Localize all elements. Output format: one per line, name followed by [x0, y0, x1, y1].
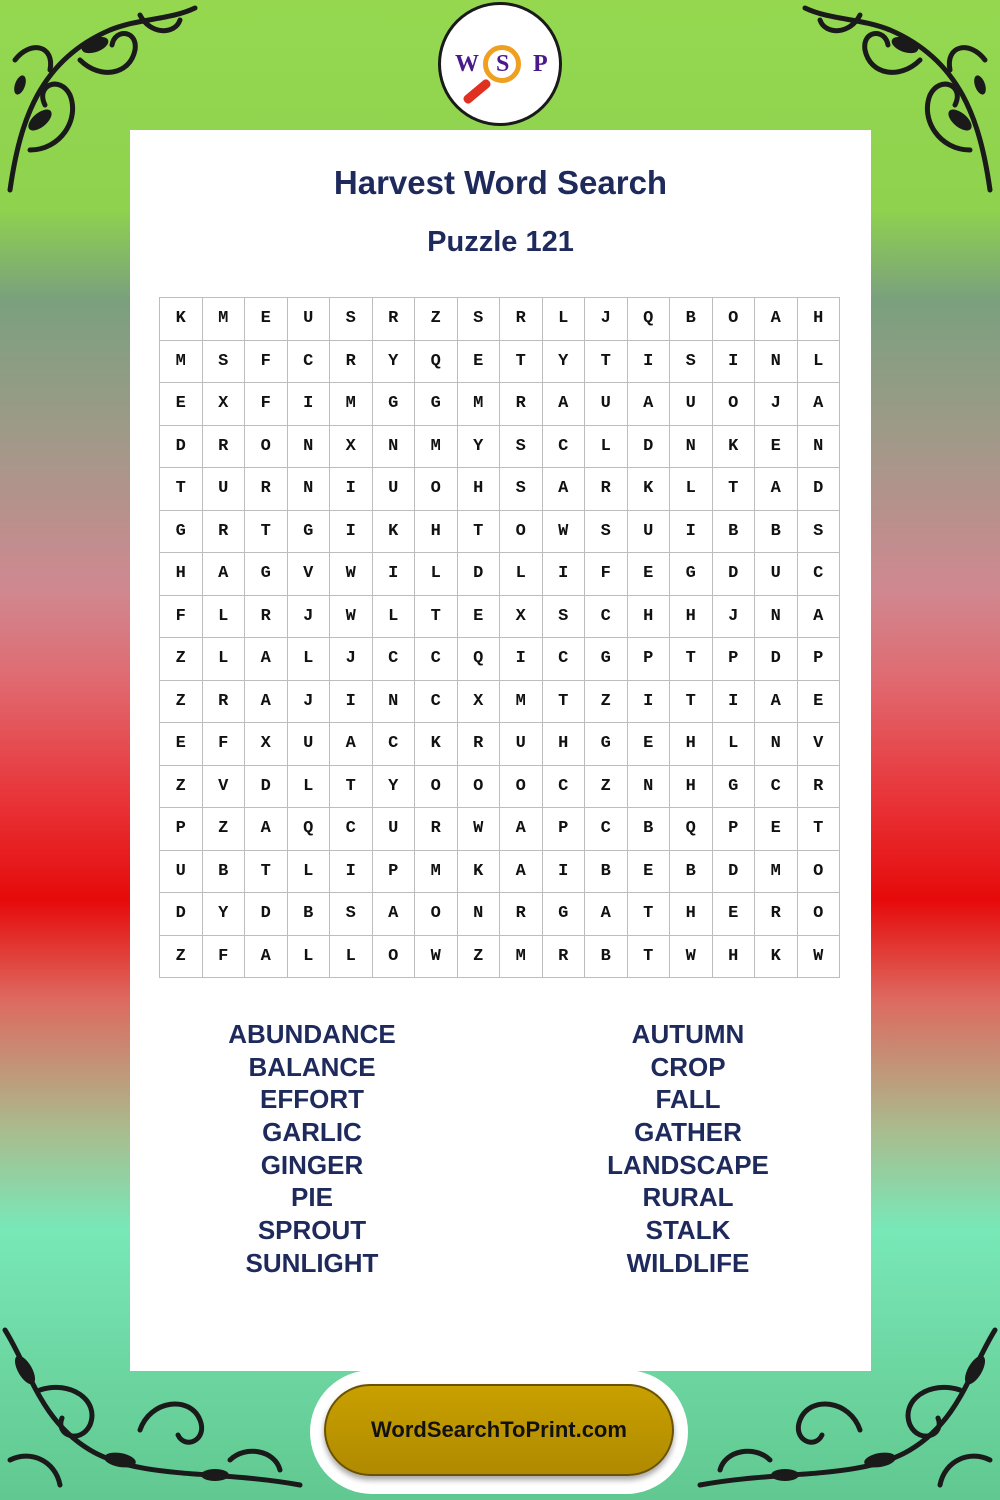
- word-list-right: [538, 1018, 838, 1280]
- grid-cell[interactable]: C: [755, 766, 798, 809]
- grid-cell[interactable]: D: [458, 553, 501, 596]
- grid-cell[interactable]: F: [245, 383, 288, 426]
- grid-cell[interactable]: W: [458, 808, 501, 851]
- grid-cell[interactable]: E: [458, 596, 501, 639]
- logo-letter-w: W: [455, 51, 479, 77]
- grid-cell[interactable]: H: [415, 511, 458, 554]
- grid-cell[interactable]: P: [628, 638, 671, 681]
- grid-cell[interactable]: A: [755, 468, 798, 511]
- grid-cell[interactable]: T: [458, 511, 501, 554]
- grid-cell[interactable]: P: [713, 638, 756, 681]
- grid-cell[interactable]: L: [203, 638, 246, 681]
- grid-cell[interactable]: S: [330, 893, 373, 936]
- grid-cell[interactable]: A: [245, 936, 288, 979]
- grid-cell[interactable]: N: [373, 426, 416, 469]
- grid-cell[interactable]: T: [585, 341, 628, 384]
- grid-cell[interactable]: B: [628, 808, 671, 851]
- grid-cell[interactable]: X: [330, 426, 373, 469]
- grid-cell[interactable]: I: [330, 851, 373, 894]
- grid-cell[interactable]: D: [160, 893, 203, 936]
- grid-cell[interactable]: H: [543, 723, 586, 766]
- grid-cell[interactable]: T: [500, 341, 543, 384]
- grid-cell[interactable]: V: [288, 553, 331, 596]
- grid-cell[interactable]: M: [330, 383, 373, 426]
- grid-cell[interactable]: B: [670, 851, 713, 894]
- puzzle-card: [130, 130, 871, 1371]
- grid-cell[interactable]: P: [798, 638, 841, 681]
- grid-cell[interactable]: A: [628, 383, 671, 426]
- grid-cell[interactable]: Y: [458, 426, 501, 469]
- grid-cell[interactable]: A: [500, 851, 543, 894]
- grid-cell[interactable]: N: [288, 468, 331, 511]
- grid-cell[interactable]: U: [628, 511, 671, 554]
- magnifier-handle: [462, 78, 492, 105]
- grid-cell[interactable]: E: [628, 553, 671, 596]
- grid-cell[interactable]: L: [288, 936, 331, 979]
- grid-cell[interactable]: O: [458, 766, 501, 809]
- grid-cell[interactable]: A: [245, 638, 288, 681]
- grid-cell[interactable]: L: [288, 766, 331, 809]
- grid-cell[interactable]: R: [585, 468, 628, 511]
- grid-cell[interactable]: R: [203, 511, 246, 554]
- grid-cell[interactable]: A: [245, 681, 288, 724]
- grid-cell[interactable]: L: [288, 851, 331, 894]
- grid-cell[interactable]: I: [330, 681, 373, 724]
- grid-cell[interactable]: E: [755, 426, 798, 469]
- word-list-item: SUNLIGHT: [245, 1247, 379, 1278]
- grid-cell[interactable]: C: [585, 596, 628, 639]
- grid-cell[interactable]: I: [500, 638, 543, 681]
- puzzle-title: Harvest Word Search: [333, 164, 668, 201]
- grid-cell[interactable]: Q: [628, 298, 671, 341]
- word-list-item: WILDLIFE: [626, 1247, 750, 1278]
- word-list-item: BALANCE: [248, 1051, 376, 1082]
- grid-cell[interactable]: B: [585, 936, 628, 979]
- grid-cell[interactable]: U: [373, 468, 416, 511]
- grid-cell[interactable]: E: [798, 681, 841, 724]
- grid-cell[interactable]: W: [543, 511, 586, 554]
- grid-cell[interactable]: W: [670, 936, 713, 979]
- grid-cell[interactable]: A: [543, 383, 586, 426]
- grid-cell[interactable]: G: [713, 766, 756, 809]
- grid-cell[interactable]: U: [288, 298, 331, 341]
- grid-cell[interactable]: G: [245, 553, 288, 596]
- grid-cell[interactable]: T: [798, 808, 841, 851]
- word-list-item: STALK: [645, 1215, 731, 1246]
- grid-cell[interactable]: O: [798, 893, 841, 936]
- grid-cell[interactable]: A: [585, 893, 628, 936]
- grid-cell[interactable]: S: [500, 468, 543, 511]
- grid-cell[interactable]: F: [160, 596, 203, 639]
- grid-cell[interactable]: N: [755, 723, 798, 766]
- grid-cell[interactable]: L: [713, 723, 756, 766]
- grid-cell[interactable]: O: [713, 298, 756, 341]
- grid-cell[interactable]: Y: [203, 893, 246, 936]
- grid-cell[interactable]: H: [628, 596, 671, 639]
- word-list-item: FALL: [655, 1084, 721, 1115]
- grid-cell[interactable]: S: [500, 426, 543, 469]
- grid-cell[interactable]: R: [203, 426, 246, 469]
- grid-cell[interactable]: L: [373, 596, 416, 639]
- grid-cell[interactable]: O: [500, 766, 543, 809]
- grid-cell[interactable]: W: [415, 936, 458, 979]
- grid-cell[interactable]: I: [543, 851, 586, 894]
- word-list-item: GATHER: [634, 1117, 742, 1148]
- grid-cell[interactable]: V: [798, 723, 841, 766]
- grid-cell[interactable]: U: [160, 851, 203, 894]
- grid-cell[interactable]: N: [373, 681, 416, 724]
- grid-cell[interactable]: A: [330, 723, 373, 766]
- grid-cell[interactable]: P: [373, 851, 416, 894]
- word-list-item: AUTUMN: [631, 1019, 745, 1049]
- grid-cell[interactable]: P: [713, 808, 756, 851]
- grid-cell[interactable]: S: [543, 596, 586, 639]
- logo-letter-s: S: [496, 51, 510, 77]
- grid-cell[interactable]: L: [288, 638, 331, 681]
- grid-cell[interactable]: G: [415, 383, 458, 426]
- grid-cell[interactable]: R: [798, 766, 841, 809]
- grid-cell[interactable]: V: [203, 766, 246, 809]
- word-list-left: [162, 1018, 462, 1280]
- grid-cell[interactable]: A: [245, 808, 288, 851]
- grid-cell[interactable]: H: [458, 468, 501, 511]
- grid-cell[interactable]: L: [415, 553, 458, 596]
- grid-cell[interactable]: U: [288, 723, 331, 766]
- site-link-button[interactable]: WordSearchToPrint.com: [324, 1384, 674, 1476]
- grid-cell[interactable]: M: [203, 298, 246, 341]
- grid-cell[interactable]: A: [755, 681, 798, 724]
- grid-cell[interactable]: K: [628, 468, 671, 511]
- grid-cell[interactable]: S: [798, 511, 841, 554]
- grid-cell[interactable]: I: [713, 341, 756, 384]
- grid-cell[interactable]: B: [670, 298, 713, 341]
- grid-cell[interactable]: R: [500, 893, 543, 936]
- grid-cell[interactable]: D: [755, 638, 798, 681]
- grid-cell[interactable]: N: [798, 426, 841, 469]
- grid-cell[interactable]: I: [670, 511, 713, 554]
- grid-cell[interactable]: I: [628, 341, 671, 384]
- grid-cell[interactable]: J: [755, 383, 798, 426]
- grid-cell[interactable]: K: [458, 851, 501, 894]
- grid-cell[interactable]: E: [160, 383, 203, 426]
- grid-cell[interactable]: T: [670, 638, 713, 681]
- grid-cell[interactable]: S: [458, 298, 501, 341]
- grid-cell[interactable]: K: [160, 298, 203, 341]
- grid-cell[interactable]: I: [543, 553, 586, 596]
- grid-cell[interactable]: A: [373, 893, 416, 936]
- word-list-item: LANDSCAPE: [607, 1149, 769, 1180]
- grid-cell[interactable]: Q: [288, 808, 331, 851]
- grid-cell[interactable]: M: [415, 426, 458, 469]
- grid-cell[interactable]: U: [585, 383, 628, 426]
- grid-cell[interactable]: J: [288, 681, 331, 724]
- grid-cell[interactable]: Z: [160, 936, 203, 979]
- grid-cell[interactable]: T: [245, 511, 288, 554]
- grid-cell[interactable]: D: [245, 766, 288, 809]
- word-list-item: SPROUT: [257, 1215, 367, 1246]
- grid-cell[interactable]: G: [585, 638, 628, 681]
- grid-cell[interactable]: I: [288, 383, 331, 426]
- grid-cell[interactable]: I: [330, 468, 373, 511]
- grid-cell[interactable]: R: [500, 383, 543, 426]
- grid-cell[interactable]: B: [755, 511, 798, 554]
- grid-cell[interactable]: G: [373, 383, 416, 426]
- grid-cell[interactable]: K: [373, 511, 416, 554]
- grid-cell[interactable]: G: [670, 553, 713, 596]
- grid-cell[interactable]: H: [713, 936, 756, 979]
- grid-cell[interactable]: S: [585, 511, 628, 554]
- grid-cell[interactable]: A: [543, 468, 586, 511]
- grid-cell[interactable]: U: [670, 383, 713, 426]
- grid-cell[interactable]: C: [543, 426, 586, 469]
- grid-cell[interactable]: L: [798, 341, 841, 384]
- grid-cell[interactable]: F: [203, 723, 246, 766]
- grid-cell[interactable]: L: [500, 553, 543, 596]
- grid-cell[interactable]: I: [713, 681, 756, 724]
- grid-cell[interactable]: G: [543, 893, 586, 936]
- grid-cell[interactable]: Q: [670, 808, 713, 851]
- grid-cell[interactable]: T: [628, 936, 671, 979]
- grid-cell[interactable]: D: [713, 553, 756, 596]
- letter-grid: [159, 297, 840, 978]
- grid-cell[interactable]: L: [330, 936, 373, 979]
- grid-cell[interactable]: E: [628, 723, 671, 766]
- grid-cell[interactable]: Z: [203, 808, 246, 851]
- grid-cell[interactable]: B: [203, 851, 246, 894]
- grid-cell[interactable]: A: [500, 808, 543, 851]
- grid-cell[interactable]: D: [798, 468, 841, 511]
- grid-cell[interactable]: L: [543, 298, 586, 341]
- grid-cell[interactable]: N: [755, 596, 798, 639]
- grid-cell[interactable]: J: [585, 298, 628, 341]
- grid-cell[interactable]: M: [160, 341, 203, 384]
- grid-cell[interactable]: E: [755, 808, 798, 851]
- grid-cell[interactable]: D: [245, 893, 288, 936]
- grid-cell[interactable]: Y: [373, 766, 416, 809]
- grid-cell[interactable]: H: [798, 298, 841, 341]
- grid-cell[interactable]: S: [670, 341, 713, 384]
- grid-cell[interactable]: L: [203, 596, 246, 639]
- grid-cell[interactable]: Z: [585, 681, 628, 724]
- grid-cell[interactable]: W: [798, 936, 841, 979]
- grid-cell[interactable]: K: [755, 936, 798, 979]
- grid-cell[interactable]: H: [670, 723, 713, 766]
- grid-cell[interactable]: K: [713, 426, 756, 469]
- grid-cell[interactable]: U: [203, 468, 246, 511]
- grid-cell[interactable]: F: [245, 341, 288, 384]
- grid-cell[interactable]: E: [458, 341, 501, 384]
- grid-cell[interactable]: J: [288, 596, 331, 639]
- grid-cell[interactable]: T: [330, 766, 373, 809]
- grid-cell[interactable]: W: [330, 596, 373, 639]
- grid-cell[interactable]: Z: [160, 681, 203, 724]
- grid-cell[interactable]: O: [373, 936, 416, 979]
- grid-cell[interactable]: O: [245, 426, 288, 469]
- grid-cell[interactable]: E: [628, 851, 671, 894]
- grid-cell[interactable]: X: [500, 596, 543, 639]
- grid-cell[interactable]: Y: [543, 341, 586, 384]
- grid-cell[interactable]: G: [585, 723, 628, 766]
- grid-cell[interactable]: R: [245, 596, 288, 639]
- grid-cell[interactable]: D: [713, 851, 756, 894]
- grid-cell[interactable]: X: [458, 681, 501, 724]
- grid-cell[interactable]: M: [755, 851, 798, 894]
- word-list-item: RURAL: [642, 1182, 734, 1213]
- grid-cell[interactable]: X: [245, 723, 288, 766]
- grid-cell[interactable]: G: [160, 511, 203, 554]
- grid-cell[interactable]: Q: [415, 341, 458, 384]
- grid-cell[interactable]: T: [160, 468, 203, 511]
- grid-cell[interactable]: C: [373, 723, 416, 766]
- grid-cell[interactable]: A: [755, 298, 798, 341]
- grid-cell[interactable]: B: [713, 511, 756, 554]
- grid-cell[interactable]: C: [415, 638, 458, 681]
- grid-cell[interactable]: Y: [373, 341, 416, 384]
- grid-cell[interactable]: C: [543, 638, 586, 681]
- grid-cell[interactable]: O: [798, 851, 841, 894]
- grid-cell[interactable]: Z: [160, 638, 203, 681]
- grid-cell[interactable]: U: [373, 808, 416, 851]
- grid-cell[interactable]: Q: [458, 638, 501, 681]
- grid-cell[interactable]: U: [500, 723, 543, 766]
- word-list-item: EFFORT: [260, 1084, 364, 1115]
- grid-cell[interactable]: R: [203, 681, 246, 724]
- grid-cell[interactable]: N: [628, 766, 671, 809]
- site-logo[interactable]: [438, 2, 562, 126]
- grid-cell[interactable]: A: [798, 596, 841, 639]
- grid-cell[interactable]: S: [330, 298, 373, 341]
- grid-cell[interactable]: H: [670, 766, 713, 809]
- grid-cell[interactable]: N: [670, 426, 713, 469]
- grid-cell[interactable]: E: [713, 893, 756, 936]
- logo-letter-p: P: [533, 51, 548, 77]
- word-list-item: CROP: [650, 1051, 726, 1082]
- grid-cell[interactable]: T: [670, 681, 713, 724]
- grid-cell[interactable]: C: [330, 808, 373, 851]
- grid-cell[interactable]: O: [415, 766, 458, 809]
- grid-cell[interactable]: T: [713, 468, 756, 511]
- grid-cell[interactable]: F: [585, 553, 628, 596]
- puzzle-number: Puzzle 121: [427, 226, 574, 258]
- grid-cell[interactable]: S: [203, 341, 246, 384]
- word-list-item: PIE: [291, 1182, 333, 1213]
- grid-cell[interactable]: C: [415, 681, 458, 724]
- grid-cell[interactable]: I: [373, 553, 416, 596]
- grid-cell[interactable]: J: [330, 638, 373, 681]
- grid-cell[interactable]: M: [500, 936, 543, 979]
- grid-cell[interactable]: O: [415, 468, 458, 511]
- grid-cell[interactable]: N: [458, 893, 501, 936]
- grid-cell[interactable]: M: [458, 383, 501, 426]
- grid-cell[interactable]: H: [160, 553, 203, 596]
- grid-cell[interactable]: R: [500, 298, 543, 341]
- grid-cell[interactable]: L: [585, 426, 628, 469]
- word-list-item: GARLIC: [262, 1117, 362, 1148]
- grid-cell[interactable]: C: [288, 341, 331, 384]
- grid-cell[interactable]: R: [755, 893, 798, 936]
- grid-cell[interactable]: Z: [585, 766, 628, 809]
- grid-cell[interactable]: A: [798, 383, 841, 426]
- grid-cell[interactable]: M: [415, 851, 458, 894]
- grid-cell[interactable]: Z: [160, 766, 203, 809]
- grid-cell[interactable]: R: [245, 468, 288, 511]
- grid-cell[interactable]: H: [670, 596, 713, 639]
- grid-cell[interactable]: B: [288, 893, 331, 936]
- grid-cell[interactable]: F: [203, 936, 246, 979]
- grid-cell[interactable]: C: [543, 766, 586, 809]
- grid-cell[interactable]: I: [628, 681, 671, 724]
- grid-cell[interactable]: I: [330, 511, 373, 554]
- grid-cell[interactable]: G: [288, 511, 331, 554]
- grid-cell[interactable]: N: [288, 426, 331, 469]
- grid-cell[interactable]: Z: [458, 936, 501, 979]
- grid-cell[interactable]: J: [713, 596, 756, 639]
- grid-cell[interactable]: O: [415, 893, 458, 936]
- grid-cell[interactable]: T: [628, 893, 671, 936]
- grid-cell[interactable]: R: [373, 298, 416, 341]
- grid-cell[interactable]: H: [670, 893, 713, 936]
- grid-cell[interactable]: L: [670, 468, 713, 511]
- grid-cell[interactable]: O: [713, 383, 756, 426]
- grid-cell[interactable]: T: [543, 681, 586, 724]
- grid-cell[interactable]: D: [628, 426, 671, 469]
- grid-cell[interactable]: E: [160, 723, 203, 766]
- grid-cell[interactable]: E: [245, 298, 288, 341]
- grid-cell[interactable]: P: [160, 808, 203, 851]
- grid-cell[interactable]: R: [458, 723, 501, 766]
- grid-cell[interactable]: W: [330, 553, 373, 596]
- grid-cell[interactable]: R: [415, 808, 458, 851]
- grid-cell[interactable]: P: [543, 808, 586, 851]
- grid-cell[interactable]: R: [543, 936, 586, 979]
- grid-cell[interactable]: C: [798, 553, 841, 596]
- grid-cell[interactable]: U: [755, 553, 798, 596]
- grid-cell[interactable]: O: [500, 511, 543, 554]
- grid-cell[interactable]: N: [755, 341, 798, 384]
- grid-cell[interactable]: C: [373, 638, 416, 681]
- grid-cell[interactable]: D: [160, 426, 203, 469]
- word-list-item: ABUNDANCE: [228, 1019, 396, 1049]
- grid-cell[interactable]: K: [415, 723, 458, 766]
- grid-cell[interactable]: C: [585, 808, 628, 851]
- grid-cell[interactable]: R: [330, 341, 373, 384]
- grid-cell[interactable]: A: [203, 553, 246, 596]
- grid-cell[interactable]: T: [245, 851, 288, 894]
- word-list-item: GINGER: [260, 1149, 364, 1180]
- grid-cell[interactable]: M: [500, 681, 543, 724]
- grid-cell[interactable]: T: [415, 596, 458, 639]
- grid-cell[interactable]: B: [585, 851, 628, 894]
- footer-badge: [310, 1370, 688, 1494]
- grid-cell[interactable]: Z: [415, 298, 458, 341]
- grid-cell[interactable]: X: [203, 383, 246, 426]
